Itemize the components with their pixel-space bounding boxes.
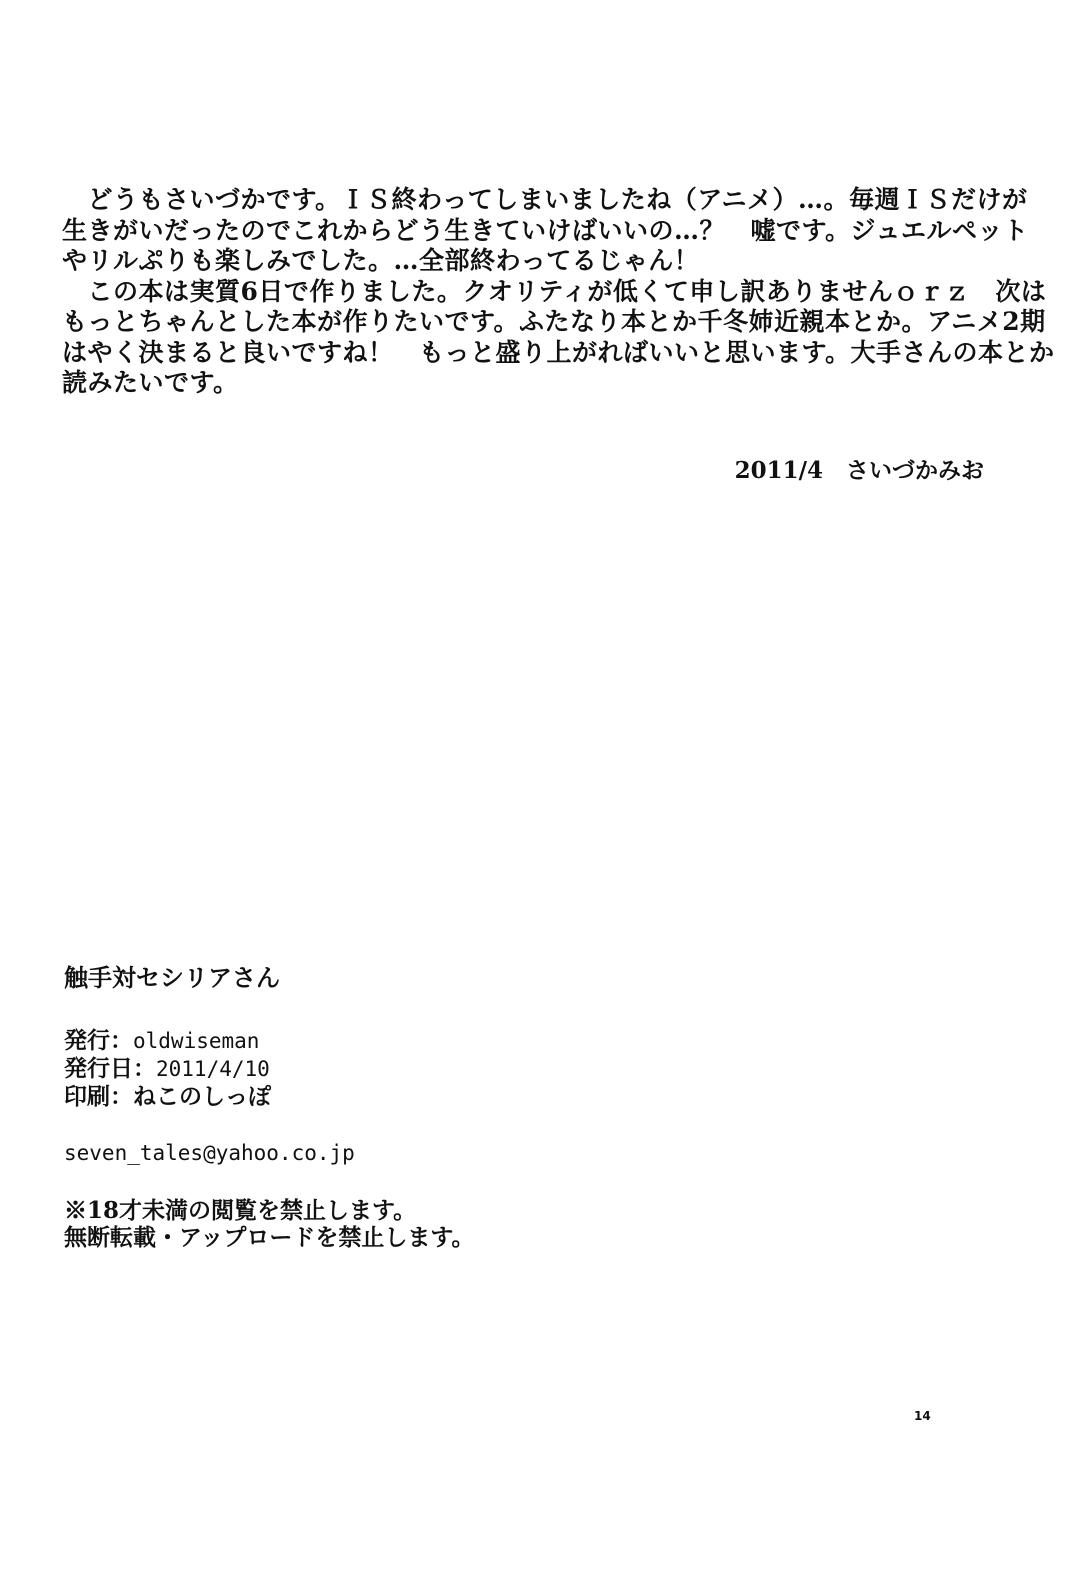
printer-label: 印刷： xyxy=(64,1083,133,1110)
afterword-signature: 2011/4 さいづかみお xyxy=(734,457,984,484)
book-title: 触手対セシリアさん xyxy=(64,963,280,992)
afterword-line-6: はやく決まると良いですね！ もっと盛り上がればいいと思います。大手さんの本とか xyxy=(62,337,1055,367)
afterword-line-4: この本は実質6日で作りました。クオリティが低くて申し訳ありませんｏｒｚ 次は xyxy=(62,276,1047,306)
publish-date-line xyxy=(64,1055,764,1083)
afterword-line-3: やリルぷりも楽しみでした。…全部終わってるじゃん！ xyxy=(62,246,700,275)
afterword-line-7: 読みたいです。 xyxy=(62,368,239,397)
age-warning: ※18才未満の閲覧を禁止します。 xyxy=(64,1197,417,1224)
colophon xyxy=(64,958,764,1251)
warnings xyxy=(64,1197,764,1251)
afterword-text xyxy=(62,185,1055,399)
afterword-line-2: 生きがいだったのでこれからどう生きていけばいいの…？ 嘘です。ジュエルペット xyxy=(62,215,1029,245)
contact-email: seven_tales@yahoo.co.jp xyxy=(64,1141,355,1165)
publisher-label: 発行： xyxy=(64,1027,133,1054)
publish-date-label: 発行日： xyxy=(64,1055,156,1082)
afterword-line-5: もっとちゃんとした本が作りたいです。ふたなり本とか千冬姉近親本とか。アニメ2期 xyxy=(62,307,1046,336)
page-number: 14 xyxy=(914,1409,931,1423)
printer-line xyxy=(64,1083,764,1110)
printer-value: ねこのしっぽ xyxy=(133,1083,271,1110)
publish-date-value: 2011/4/10 xyxy=(156,1057,270,1081)
publisher-line xyxy=(64,1027,764,1055)
publisher-value: oldwiseman xyxy=(133,1029,260,1053)
afterword-line-1: どうもさいづかです。ＩＳ終わってしまいましたね（アニメ）…。毎週ＩＳだけが xyxy=(62,185,1028,214)
upload-warning: 無断転載・アップロードを禁止します。 xyxy=(64,1224,475,1251)
